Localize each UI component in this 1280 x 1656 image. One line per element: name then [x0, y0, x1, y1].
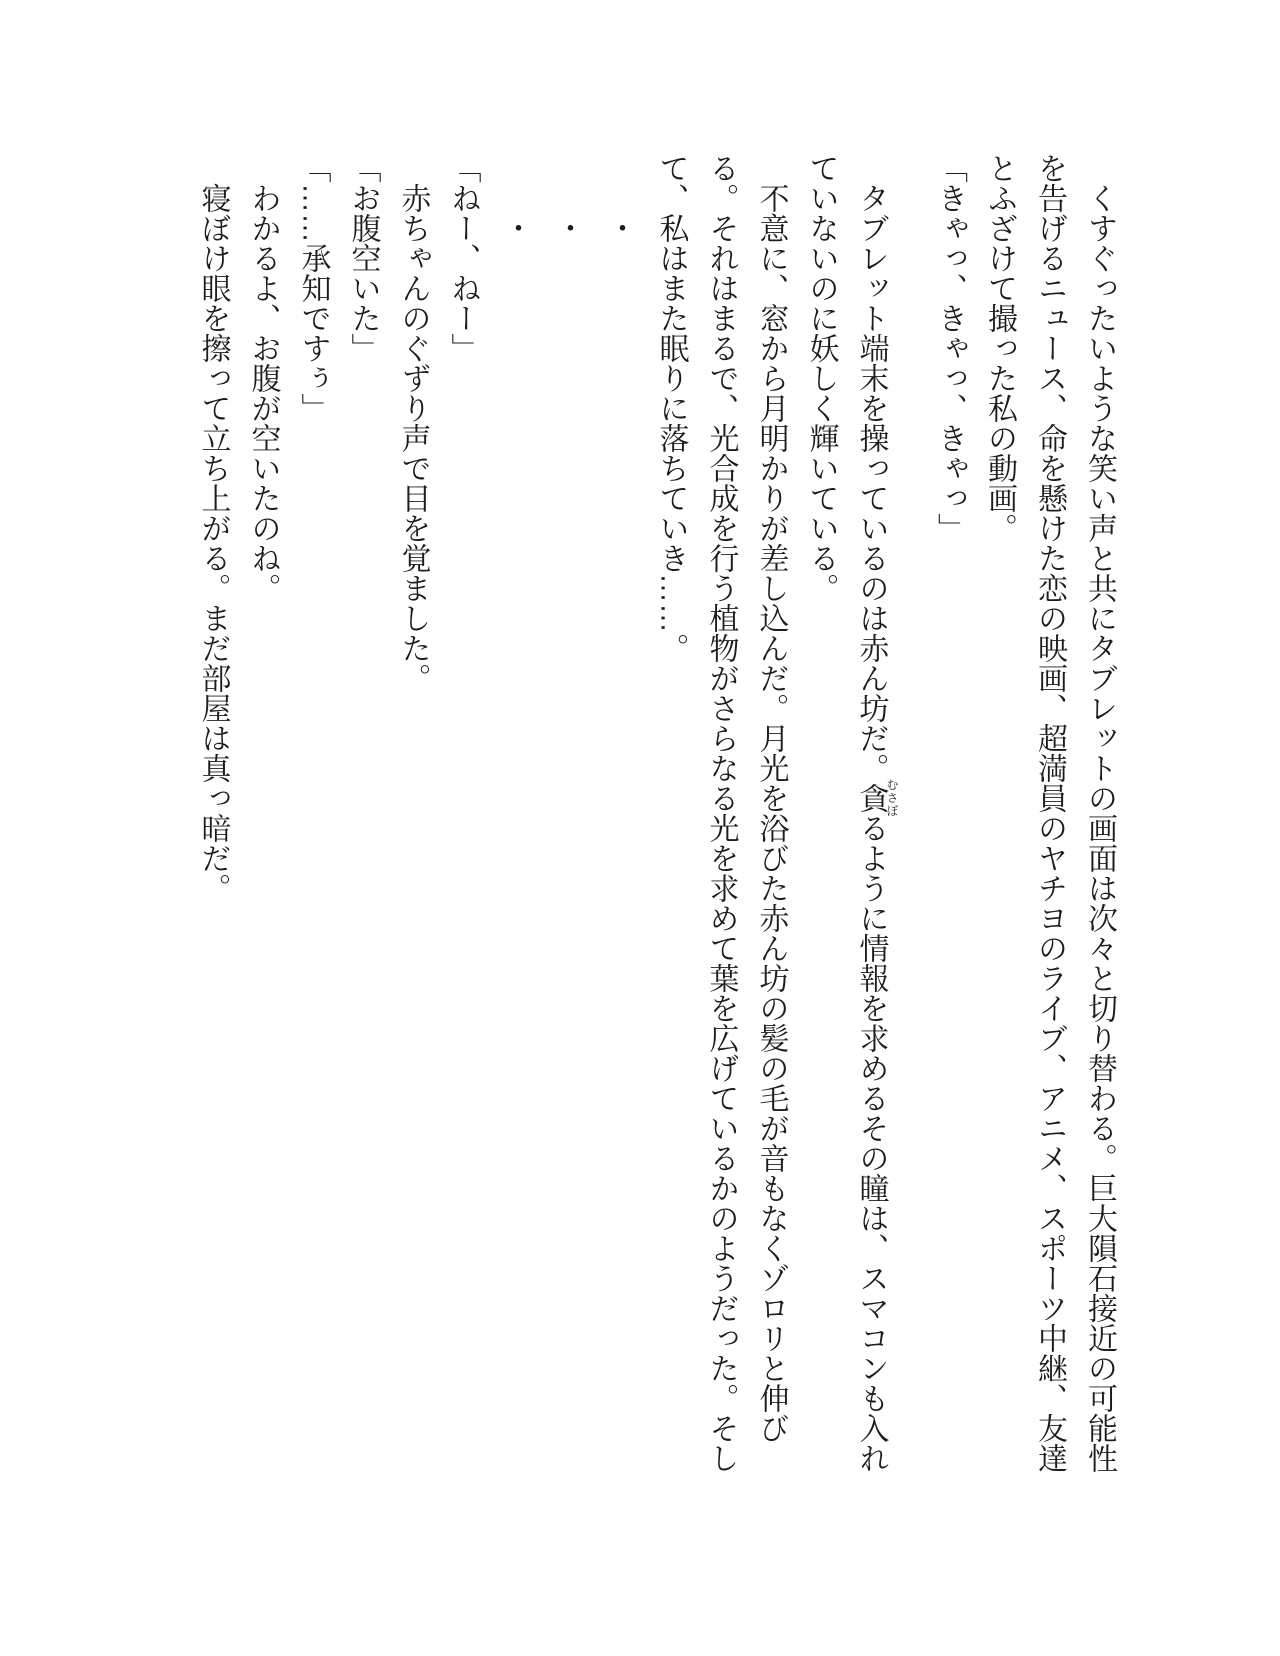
paragraph-spacer	[898, 153, 924, 1475]
narrative-paragraph: 赤ちゃんのぐずり声で目を覚ました。	[396, 153, 430, 693]
dialogue-line: 「お腹空いた」	[346, 153, 380, 363]
furigana: むさぼ	[885, 778, 899, 818]
narrative-paragraph: タブレット端末を操っているのは赤ん坊だ。貪むさぼるように情報を求めるその瞳は、スマコンも入れていないのに妖しく輝いている。	[804, 153, 899, 1473]
dialogue-line: 「ねー、ねー」	[446, 153, 480, 363]
scene-break-dot: ・	[550, 153, 584, 243]
scene-break-dot: ・	[498, 153, 532, 243]
dialogue-line: 「……承知ですぅ」	[296, 153, 330, 423]
narrative-paragraph: わかるよ、お腹が空いたのね。	[246, 153, 280, 603]
scene-break-dot: ・	[602, 153, 636, 243]
narrative-paragraph: 不意に、窓から月明かりが差し込んだ。月光を浴びた赤ん坊の髪の毛が音もなくゾロリと伸びる。それはまるで、光合成を行う植物がさらなる光を求めて葉を広げているかのようだった。そして、私はまた眠りに落ちていき……。	[654, 153, 788, 1473]
dialogue-line: 「きゃっ、きゃっ、きゃっ」	[933, 153, 966, 543]
ruby-annotated-kanji: 貪むさぼ	[854, 778, 899, 818]
narrative-paragraph: くすぐったいような笑い声と共にタブレットの画面は次々と切り替わる。巨大隕石接近の可能性を告げるニュース、命を懸けた恋の映画、超満員のヤチヨのライブ、アニメ、スポーツ中継、友達とふざけて撮った私の動画。	[983, 153, 1116, 1473]
page-text	[188, 153, 1125, 1475]
narrative-paragraph: 寝ぼけ眼を擦って立ち上がる。まだ部屋は真っ暗だ。	[196, 153, 230, 903]
